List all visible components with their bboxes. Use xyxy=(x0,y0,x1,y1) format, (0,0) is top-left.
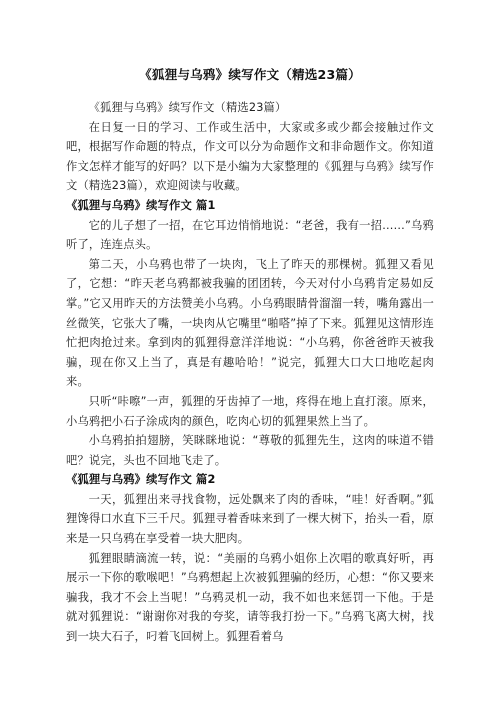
paragraph: 第二天，小乌鸦也带了一块肉，飞上了昨天的那棵树。狐狸又看见了，它想：“昨天老乌鸦都被我骗的团团转，今天对付小乌鸦肯定易如反掌。”它又用昨天的方法赞美小乌鸦。小乌鸦眼睛骨溜溜一转，嘴角露出一丝微笑，它张大了嘴，一块肉从它嘴里“啪嗒”掉了下来。狐狸见这情形连忙把肉抢过来。拿到肉的狐狸得意洋洋地说：“小乌鸦，你爸爸昨天被我骗，现在你又上当了，真是有趣哈哈！”说完，狐狸大口大口地吃起肉来。 xyxy=(66,257,434,389)
document-title: 《狐狸与乌鸦》续写作文（精选23篇） xyxy=(139,67,361,82)
document-body xyxy=(66,98,434,647)
section-heading: 《狐狸与乌鸦》续写作文 篇1 xyxy=(66,198,216,212)
paragraph: 《狐狸与乌鸦》续写作文（精选23篇） xyxy=(88,101,287,114)
paragraph: 只听“咔嚓”一声，狐狸的牙齿掉了一地，疼得在地上直打滚。原来，小乌鸦把小石子涂成肉的颜色，吃肉心切的狐狸果然上当了。 xyxy=(66,394,434,428)
paragraph: 它的儿子想了一招，在它耳边悄悄地说：“老爸，我有一招……”乌鸦听了，连连点头。 xyxy=(66,218,434,252)
paragraph: 在日复一日的学习、工作或生活中，大家或多或少都会接触过作文吧，根据写作命题的特点，作文可以分为命题作文和非命题作文。你知道作文怎样才能写的好吗？以下是小编为大家整理的《狐狸与乌鸦》续写作文（精选23篇），欢迎阅读与收藏。 xyxy=(66,120,434,193)
section-heading: 《狐狸与乌鸦》续写作文 篇2 xyxy=(66,473,216,487)
paragraph: 小乌鸦拍拍翅膀，笑眯眯地说：“尊敬的狐狸先生，这肉的味道不错吧？说完，头也不回地飞走了。 xyxy=(66,434,434,467)
paragraph: 狐狸眼睛滴流一转，说：“美丽的乌鸦小姐你上次唱的歌真好听，再展示一下你的歌喉吧！”乌鸦想起上次被狐狸骗的经历，心想：“你又要来骗我，我才不会上当呢！”乌鸦灵机一动，我不如也来惩罚一下他。于是就对狐狸说：“谢谢你对我的夸奖，请等我打扮一下。”乌鸦飞离大树，找到一块大石子，叼着飞回树上。狐狸看着乌 xyxy=(66,551,434,644)
paragraph: 一天，狐狸出来寻找食物，远处飘来了肉的香味，“哇！好香啊。”狐狸馋得口水直下三千尺。狐狸寻着香味来到了一棵大树下，抬头一看，原来是一只乌鸦在享受着一块大肥肉。 xyxy=(66,492,434,546)
